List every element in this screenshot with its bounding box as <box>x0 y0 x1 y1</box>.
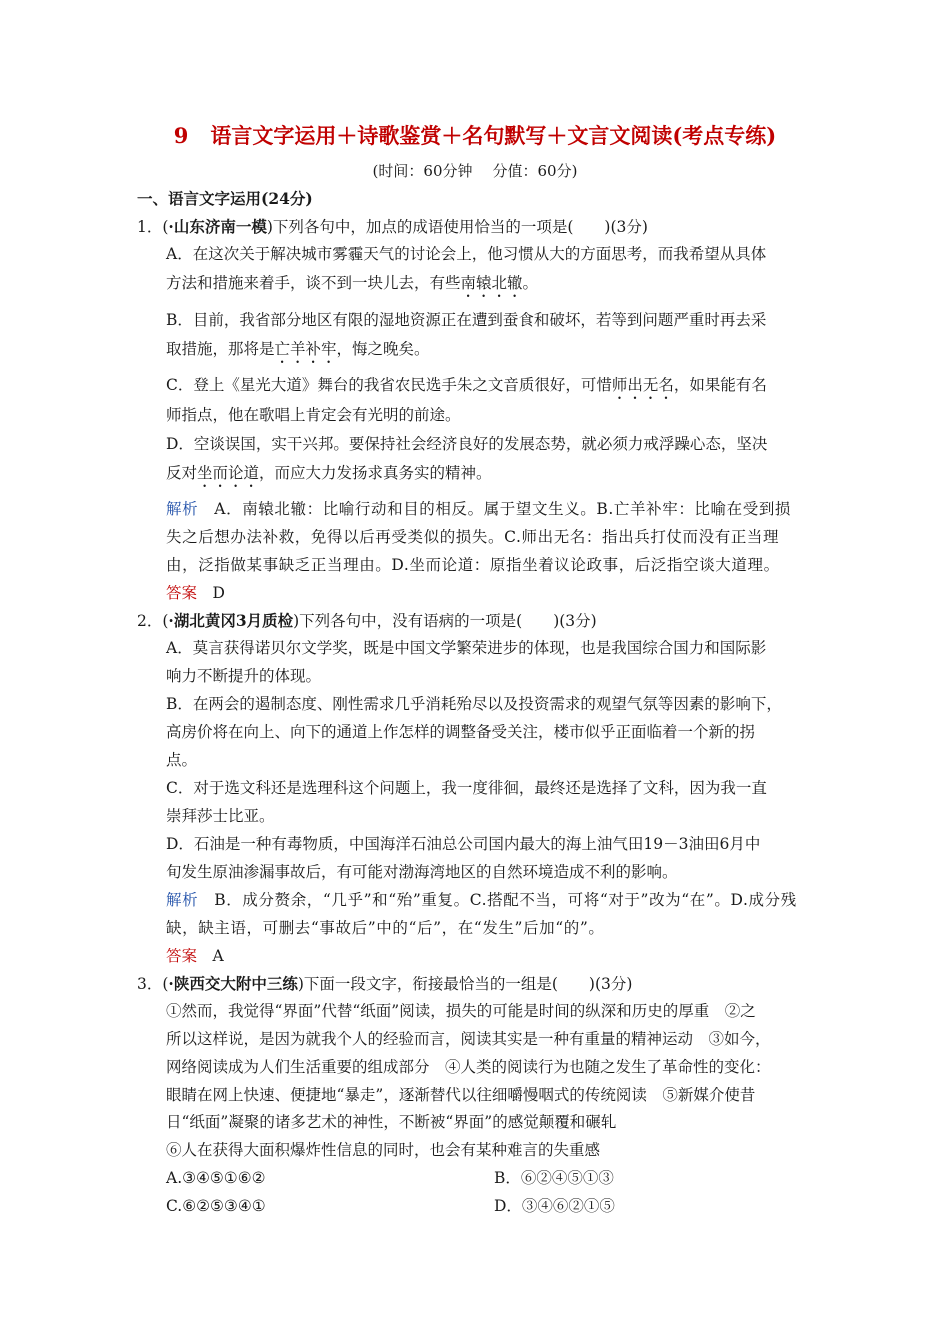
question-2-stem <box>137 611 597 631</box>
exam-meta <box>0 160 950 181</box>
q3-passage-line1: ①然而，我觉得“界面”代替“纸面”阅读，损失的可能是时间的纵深和历史的厚重 ②之 <box>166 1002 756 1020</box>
question-source: ·陕西交大附中三练 <box>168 974 298 993</box>
q3-passage-line2: 所以这样说，是因为就我个人的经验而言，阅读其实是一种有重量的精神运动 ③如今， <box>166 1030 771 1048</box>
q1-option-a-line1: A．在这次关于解决城市雾霾天气的讨论会上，他习惯从大的方面思考，而我希望从具体 <box>166 245 767 263</box>
text-span: 反对 <box>166 464 198 482</box>
q3-passage-line3: 网络阅读成为人们生活重要的组成部分 ④人类的阅读行为也随之发生了革命性的变化： <box>166 1058 771 1076</box>
document-title <box>0 120 950 150</box>
explanation-label: 解析 <box>166 891 199 909</box>
text-span: ，而应大力发扬求真务实的精神。 <box>259 464 492 482</box>
q2-option-b-line3: 点。 <box>166 751 198 769</box>
q2-option-c-line1: C．对于选文科还是选理科这个问题上，我一度徘徊，最终还是选择了文科，因为我一直 <box>166 779 767 797</box>
text-span: C．登上《星光大道》舞台的我省农民选手朱之文音质很好，可惜 <box>166 376 612 394</box>
text-span: 。 <box>522 274 539 292</box>
q1-option-d-line1: D．空谈误国，实干兴邦。要保持社会经济良好的发展态势，就必须力戒浮躁心态，坚决 <box>166 435 768 453</box>
text-span: ，悔之晚矣。 <box>336 340 430 358</box>
emphasized-idiom: 亡羊补牢 <box>274 340 337 358</box>
time-limit: (时间：60分钟 <box>372 162 473 180</box>
q2-option-b-line1: B．在两会的遏制态度、刚性需求几乎消耗殆尽以及投资需求的观望气氛等因素的影响下， <box>166 695 782 713</box>
q3-option-c: C.⑥②⑤③④① <box>166 1197 266 1215</box>
text-span: A．南辕北辙：比喻行动和目的相反。属于望文生义。B.亡羊补牢：比喻在受到损 <box>198 500 792 518</box>
question-text: )下列各句中，加点的成语使用恰当的一项是( )(3分) <box>266 218 648 236</box>
answer-value: D <box>197 584 225 602</box>
emphasized-idiom: 南辕北辙 <box>460 274 523 292</box>
text-span: 取措施，那将是 <box>166 340 275 358</box>
q3-option-b: B．⑥②④⑤①③ <box>494 1169 614 1187</box>
q1-option-c-line2: 师指点，他在歌唱上肯定会有光明的前途。 <box>166 406 461 424</box>
question-1-stem <box>137 217 648 237</box>
q1-option-a-line2 <box>166 273 538 301</box>
question-text: )下列各句中，没有语病的一项是( )(3分) <box>293 612 597 630</box>
q1-explanation-line2: 失之后想办法补救，免得以后再受类似的损失。C.师出无名：指出兵打仗而没有正当理 <box>166 528 780 546</box>
q1-option-b-line2 <box>166 339 430 367</box>
question-number: 2．( <box>137 612 169 630</box>
answer-value: A <box>197 947 224 965</box>
question-number: 3．( <box>137 975 169 993</box>
score-total: 分值：60分) <box>492 162 578 180</box>
text-span: 方法和措施来着手，谈不到一块儿去，有些 <box>166 274 461 292</box>
q2-option-a-line1: A．莫言获得诺贝尔文学奖，既是中国文学繁荣进步的体现，也是我国综合国力和国际影 <box>166 639 767 657</box>
q1-explanation-line3: 由，泛指做某事缺乏正当理由。D.坐而论道：原指坐着议论政事，后泛指空谈大道理。 <box>166 556 780 574</box>
q2-option-d-line1: D．石油是一种有毒物质，中国海洋石油总公司国内最大的海上油气田19－3油田6月中 <box>166 835 761 853</box>
q1-option-b-line1: B．目前，我省部分地区有限的湿地资源正在遭到蚕食和破坏，若等到问题严重时再去采 <box>166 311 767 329</box>
q1-option-d-line2 <box>166 463 492 491</box>
question-number: 1．( <box>137 218 169 236</box>
q2-option-a-line2: 响力不断提升的体现。 <box>166 667 322 685</box>
q3-passage-line5: 日“纸面”凝聚的诸多艺术的神性，不断被“界面”的感觉颠覆和碾轧 <box>166 1113 617 1131</box>
question-source: ·山东济南一模 <box>168 217 267 236</box>
q2-option-c-line2: 崇拜莎士比亚。 <box>166 807 275 825</box>
q3-option-a: A.③④⑤①⑥② <box>166 1169 266 1187</box>
emphasized-idiom: 坐而论道 <box>197 464 260 482</box>
answer-label: 答案 <box>166 947 198 965</box>
title-text: 语言文字运用＋诗歌鉴赏＋名句默写＋文言文阅读(考点专练) <box>210 123 777 148</box>
q2-answer <box>166 946 224 966</box>
q2-explanation-line2: 缺，缺主语，可删去“事故后”中的“后”，在“发生”后加“的”。 <box>166 919 605 937</box>
question-text: )下面一段文字，衔接最恰当的一组是( )(3分) <box>297 975 633 993</box>
q1-option-c-line1 <box>166 375 767 403</box>
q3-option-d: D．③④⑥②①⑤ <box>494 1197 615 1215</box>
emphasized-idiom: 师出无名 <box>611 376 674 394</box>
question-3-stem <box>137 974 632 994</box>
answer-label: 答案 <box>166 584 198 602</box>
explanation-label: 解析 <box>166 500 199 518</box>
q3-passage-line6: ⑥人在获得大面积爆炸性信息的同时，也会有某种难言的失重感 <box>166 1141 601 1159</box>
q2-explanation-line1 <box>166 890 797 910</box>
section-heading: 一、语言文字运用(24分) <box>137 189 313 208</box>
q3-passage-line4: 眼睛在网上快速、便捷地“暴走”，逐渐替代以往细嚼慢咽式的传统阅读 ⑤新媒介使昔 <box>166 1086 756 1104</box>
q1-answer <box>166 583 225 603</box>
question-source: ·湖北黄冈3月质检 <box>168 611 294 630</box>
q1-explanation-line1 <box>166 499 791 519</box>
q2-option-d-line2: 旬发生原油渗漏事故后，有可能对渤海湾地区的自然环境造成不利的影响。 <box>166 863 678 881</box>
text-span: B．成分赘余，“几乎”和“殆”重复。C.搭配不当，可将“对于”改为“在”。D.成分残 <box>198 891 797 909</box>
title-number: 9 <box>173 123 189 148</box>
q2-option-b-line2: 高房价将在向上、向下的通道上作怎样的调整备受关注，楼市似乎正面临着一个新的拐 <box>166 723 756 741</box>
text-span: ，如果能有名 <box>673 376 767 394</box>
